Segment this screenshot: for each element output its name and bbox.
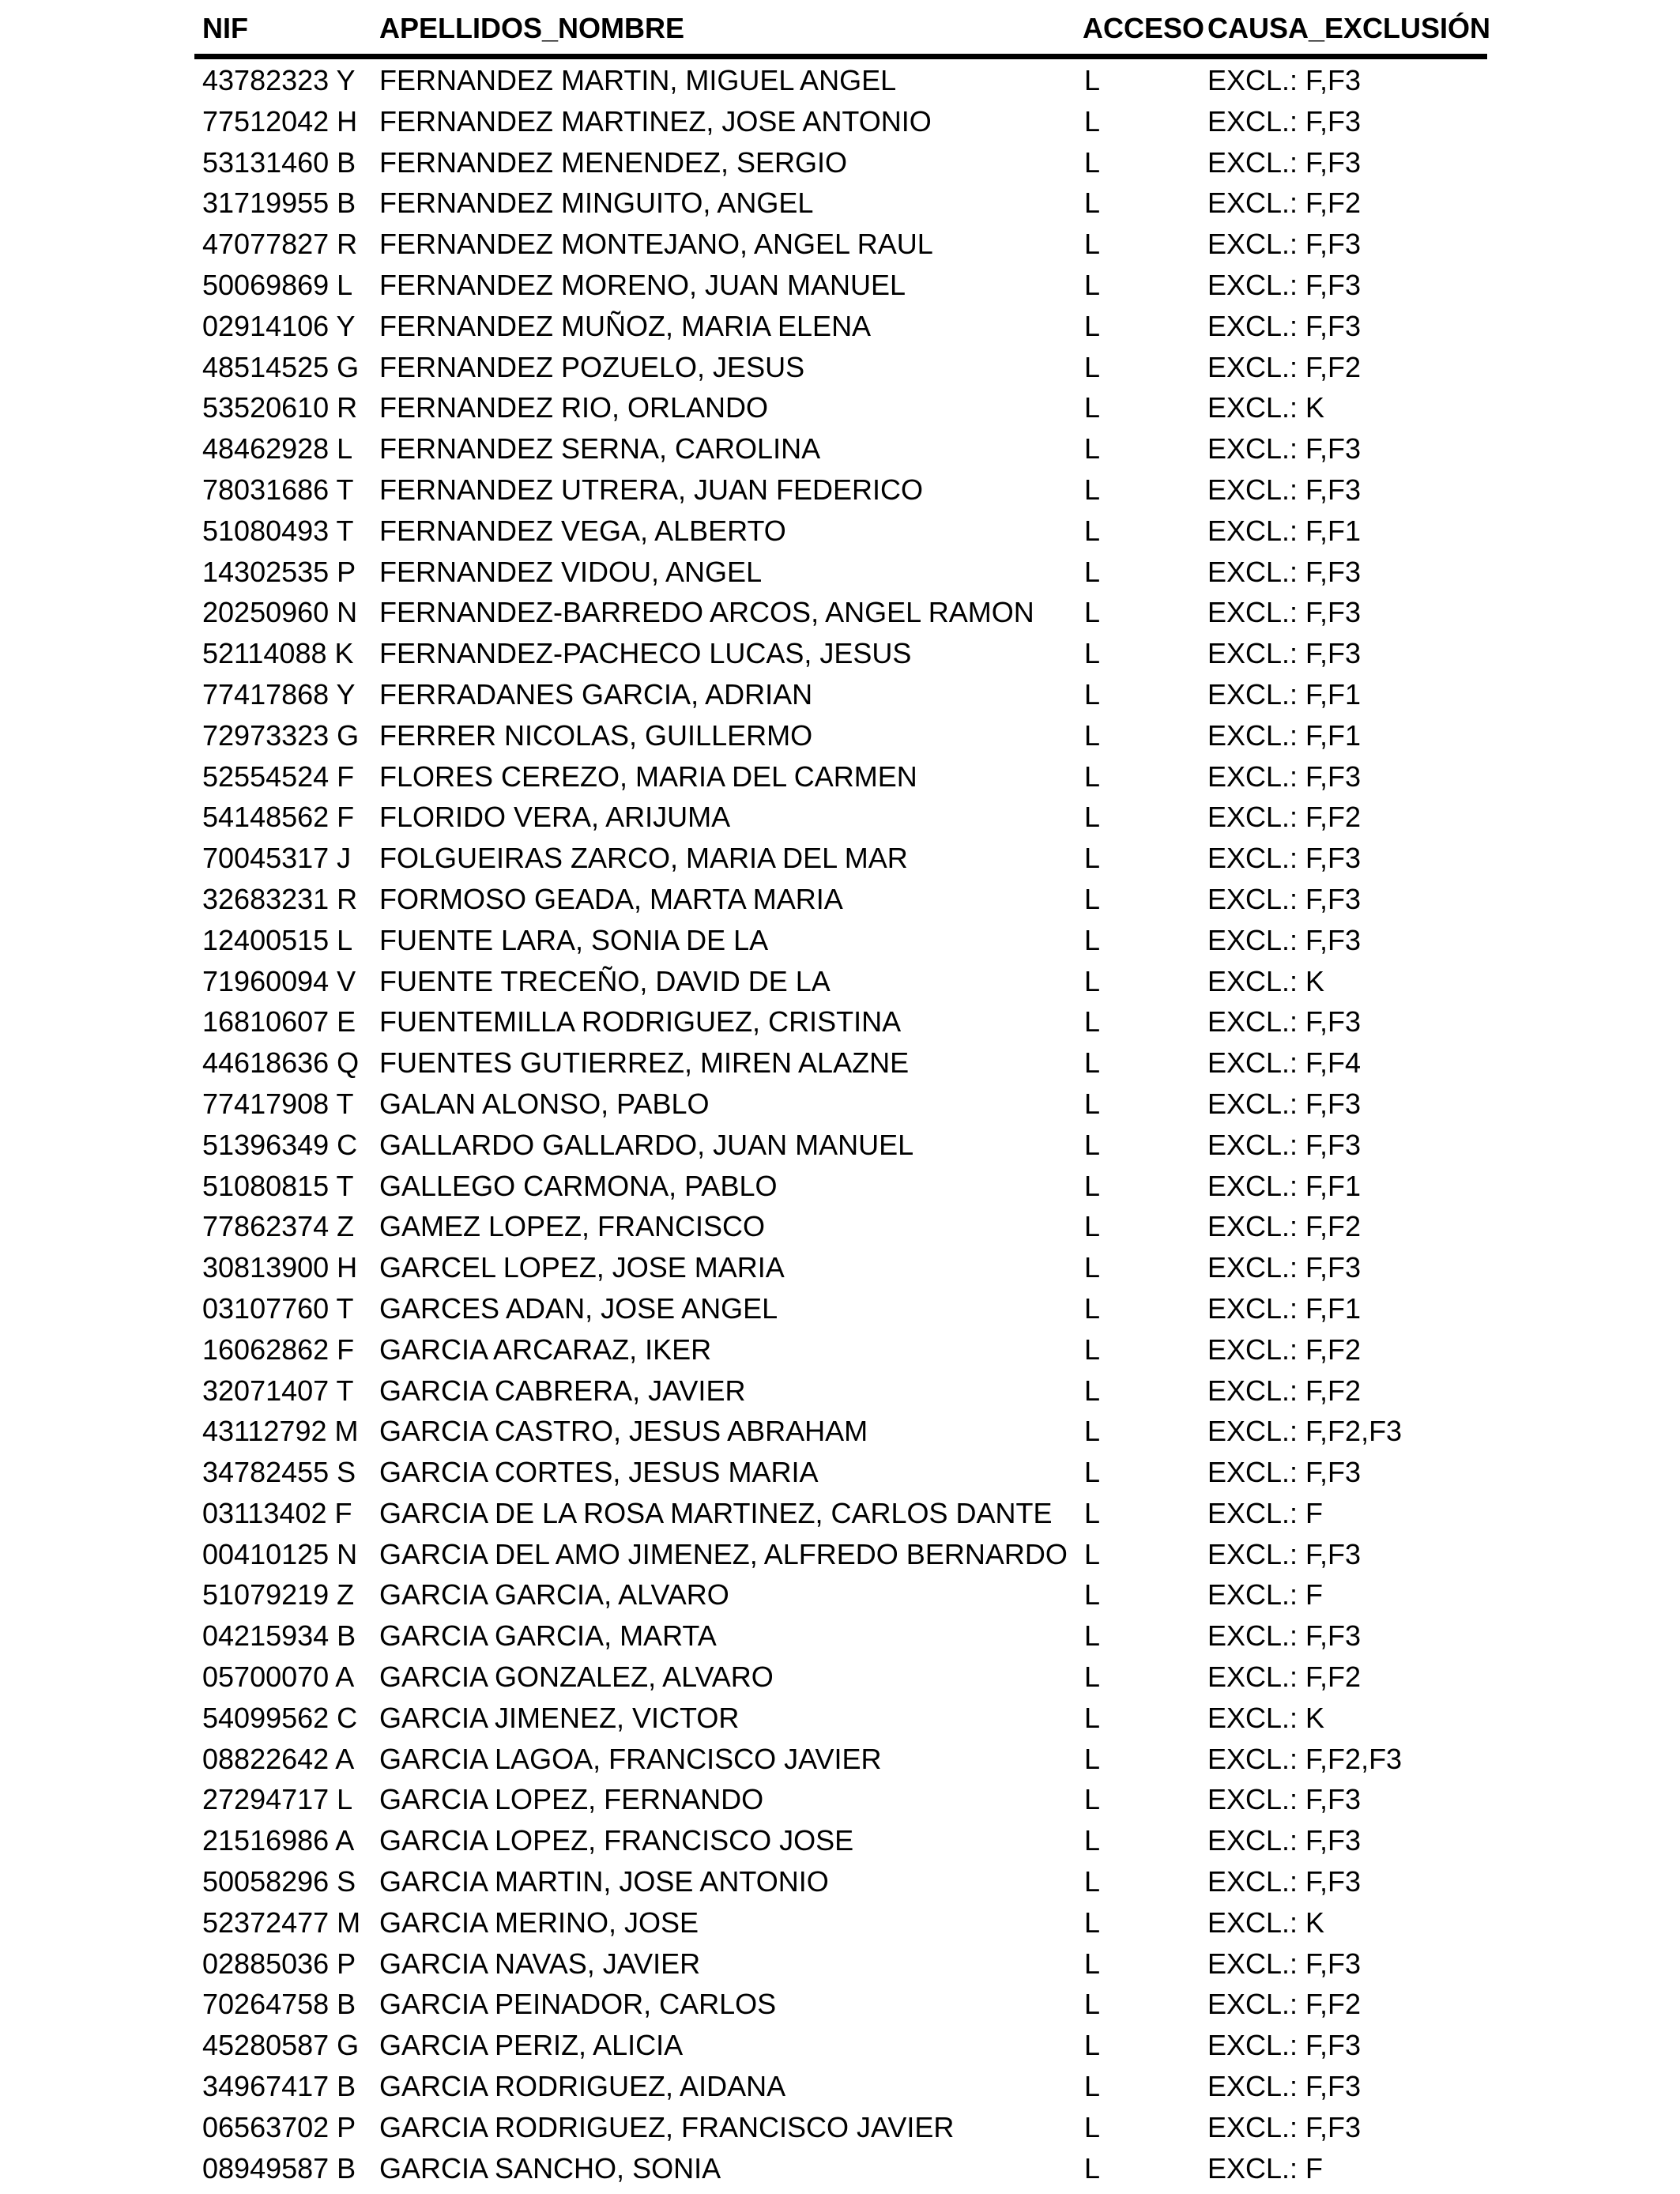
cell-causa-exclusion: EXCL.: F,F4 (1207, 1046, 1362, 1080)
cell-acceso: L (1084, 1210, 1101, 1243)
cell-acceso: L (1084, 1087, 1101, 1120)
cell-apellidos-nombre: GALLEGO CARMONA, PABLO (379, 1169, 778, 1202)
cell-causa-exclusion: EXCL.: F,F2 (1207, 801, 1362, 834)
table-row (194, 141, 1487, 183)
table-row (194, 1083, 1487, 1124)
cell-causa-exclusion: EXCL.: F,F2,F3 (1207, 1742, 1403, 1775)
cell-apellidos-nombre: GALLARDO GALLARDO, JUAN MANUEL (379, 1128, 914, 1161)
table-row (194, 510, 1487, 551)
cell-nif: 50069869 L (202, 268, 353, 301)
cell-acceso: L (1084, 391, 1101, 424)
cell-causa-exclusion: EXCL.: F,F3 (1207, 1251, 1362, 1284)
table-row (194, 2024, 1487, 2065)
cell-apellidos-nombre: FERNANDEZ VEGA, ALBERTO (379, 514, 786, 547)
cell-causa-exclusion: EXCL.: F,F3 (1207, 1456, 1362, 1489)
table-row (194, 1860, 1487, 1902)
table-row (194, 714, 1487, 756)
cell-nif: 16810607 E (202, 1005, 356, 1039)
cell-causa-exclusion: EXCL.: F,F3 (1207, 145, 1362, 179)
cell-apellidos-nombre: GARCIA LOPEZ, FRANCISCO JOSE (379, 1824, 854, 1857)
cell-apellidos-nombre: GAMEZ LOPEZ, FRANCISCO (379, 1210, 766, 1243)
table-row (194, 59, 1487, 100)
cell-causa-exclusion: EXCL.: F,F2 (1207, 187, 1362, 220)
cell-acceso: L (1084, 1742, 1101, 1775)
cell-nif: 32683231 R (202, 882, 358, 915)
cell-nif: 27294717 L (202, 1783, 353, 1816)
table-row (194, 182, 1487, 223)
cell-acceso: L (1084, 1537, 1101, 1570)
cell-causa-exclusion: EXCL.: F,F3 (1207, 1005, 1362, 1039)
cell-nif: 08822642 A (202, 1742, 355, 1775)
table-row (194, 1246, 1487, 1287)
cell-causa-exclusion: EXCL.: F,F3 (1207, 473, 1362, 506)
cell-nif: 52554524 F (202, 760, 355, 793)
cell-apellidos-nombre: FERNANDEZ MENENDEZ, SERGIO (379, 145, 848, 179)
cell-apellidos-nombre: FUENTE TRECEÑO, DAVID DE LA (379, 964, 831, 997)
cell-causa-exclusion: EXCL.: F,F3 (1207, 228, 1362, 261)
cell-apellidos-nombre: FERNANDEZ RIO, ORLANDO (379, 391, 769, 424)
table-row (194, 1902, 1487, 1943)
table-row (194, 2106, 1487, 2147)
cell-apellidos-nombre: GARCIA LAGOA, FRANCISCO JAVIER (379, 1742, 882, 1775)
cell-apellidos-nombre: FUENTEMILLA RODRIGUEZ, CRISTINA (379, 1005, 902, 1039)
table-row (194, 1656, 1487, 1697)
table-row (194, 2147, 1487, 2188)
cell-apellidos-nombre: FUENTES GUTIERREZ, MIREN ALAZNE (379, 1046, 910, 1080)
cell-apellidos-nombre: GARCIA CASTRO, JESUS ABRAHAM (379, 1415, 868, 1448)
cell-nif: 03107760 T (202, 1291, 354, 1325)
cell-acceso: L (1084, 1456, 1101, 1489)
table-row (194, 837, 1487, 878)
cell-apellidos-nombre: GARCIA GARCIA, MARTA (379, 1619, 717, 1653)
cell-causa-exclusion: EXCL.: F,F2 (1207, 1661, 1362, 1694)
table-row (194, 756, 1487, 797)
cell-acceso: L (1084, 432, 1101, 466)
table-row (194, 796, 1487, 837)
cell-causa-exclusion: EXCL.: F,F3 (1207, 596, 1362, 629)
table-row (194, 1615, 1487, 1656)
cell-nif: 43112792 M (202, 1415, 359, 1448)
cell-acceso: L (1084, 145, 1101, 179)
cell-nif: 78031686 T (202, 473, 354, 506)
cell-acceso: L (1084, 1906, 1101, 1939)
table-row (194, 591, 1487, 632)
cell-nif: 08949587 B (202, 2151, 356, 2185)
cell-apellidos-nombre: FERNANDEZ-BARREDO ARCOS, ANGEL RAMON (379, 596, 1034, 629)
cell-acceso: L (1084, 1824, 1101, 1857)
cell-acceso: L (1084, 228, 1101, 261)
table-row (194, 469, 1487, 510)
cell-causa-exclusion: EXCL.: F,F2,F3 (1207, 1415, 1403, 1448)
cell-causa-exclusion: EXCL.: F,F3 (1207, 842, 1362, 875)
cell-nif: 03113402 F (202, 1496, 352, 1529)
cell-apellidos-nombre: GALAN ALONSO, PABLO (379, 1087, 710, 1120)
cell-causa-exclusion: EXCL.: F (1207, 1496, 1324, 1529)
cell-acceso: L (1084, 718, 1101, 752)
cell-causa-exclusion: EXCL.: F,F3 (1207, 882, 1362, 915)
cell-nif: 52114088 K (202, 637, 354, 670)
table-row (194, 1492, 1487, 1533)
cell-nif: 45280587 G (202, 2029, 360, 2062)
cell-acceso: L (1084, 2110, 1101, 2143)
table-row (194, 1738, 1487, 1779)
cell-nif: 05700070 A (202, 1661, 355, 1694)
table-header (194, 0, 1491, 59)
cell-nif: 02885036 P (202, 1947, 356, 1980)
table-row (194, 2065, 1487, 2106)
table-row (194, 223, 1487, 264)
cell-apellidos-nombre: GARCIA SANCHO, SONIA (379, 2151, 721, 2185)
cell-acceso: L (1084, 350, 1101, 383)
table-row (194, 264, 1487, 305)
cell-apellidos-nombre: GARCIA PEINADOR, CARLOS (379, 1988, 777, 2021)
cell-nif: 30813900 H (202, 1251, 358, 1284)
exclusion-table (194, 0, 1491, 2188)
cell-nif: 48462928 L (202, 432, 353, 466)
cell-causa-exclusion: EXCL.: F,F3 (1207, 1783, 1362, 1816)
table-row (194, 1329, 1487, 1370)
cell-apellidos-nombre: FERNANDEZ MUÑOZ, MARIA ELENA (379, 309, 872, 342)
cell-acceso: L (1084, 964, 1101, 997)
cell-nif: 34782455 S (202, 1456, 356, 1489)
cell-nif: 51080815 T (202, 1169, 354, 1202)
cell-acceso: L (1084, 1333, 1101, 1366)
table-row (194, 919, 1487, 960)
cell-apellidos-nombre: GARCIA MERINO, JOSE (379, 1906, 699, 1939)
cell-causa-exclusion: EXCL.: F,F3 (1207, 1947, 1362, 1980)
cell-nif: 12400515 L (202, 923, 353, 956)
table-row (194, 1287, 1487, 1329)
cell-acceso: L (1084, 268, 1101, 301)
cell-nif: 32071407 T (202, 1374, 354, 1407)
cell-acceso: L (1084, 842, 1101, 875)
table-row (194, 346, 1487, 387)
cell-causa-exclusion: EXCL.: F,F1 (1207, 1169, 1362, 1202)
table-row (194, 1124, 1487, 1165)
cell-nif: 34967417 B (202, 2070, 356, 2103)
table-row (194, 1533, 1487, 1574)
cell-acceso: L (1084, 1661, 1101, 1694)
cell-acceso: L (1084, 1046, 1101, 1080)
cell-acceso: L (1084, 923, 1101, 956)
cell-apellidos-nombre: FERNANDEZ MORENO, JUAN MANUEL (379, 268, 906, 301)
cell-nif: 71960094 V (202, 964, 356, 997)
cell-acceso: L (1084, 1128, 1101, 1161)
cell-causa-exclusion: EXCL.: K (1207, 1906, 1325, 1939)
cell-apellidos-nombre: FERNANDEZ VIDOU, ANGEL (379, 555, 763, 588)
cell-nif: 77512042 H (202, 104, 358, 138)
cell-nif: 54148562 F (202, 801, 355, 834)
cell-nif: 47077827 R (202, 228, 358, 261)
header-nif: NIF (202, 12, 248, 44)
cell-nif: 53520610 R (202, 391, 358, 424)
cell-nif: 16062862 F (202, 1333, 355, 1366)
cell-apellidos-nombre: GARCIA MARTIN, JOSE ANTONIO (379, 1865, 829, 1898)
cell-causa-exclusion: EXCL.: F,F2 (1207, 1210, 1362, 1243)
table-row (194, 673, 1487, 714)
cell-acceso: L (1084, 2029, 1101, 2062)
cell-causa-exclusion: EXCL.: F,F3 (1207, 104, 1362, 138)
cell-acceso: L (1084, 1374, 1101, 1407)
cell-nif: 52372477 M (202, 1906, 361, 1939)
cell-apellidos-nombre: FERRER NICOLAS, GUILLERMO (379, 718, 813, 752)
cell-apellidos-nombre: FORMOSO GEADA, MARTA MARIA (379, 882, 843, 915)
cell-acceso: L (1084, 1783, 1101, 1816)
table-row (194, 1042, 1487, 1083)
cell-apellidos-nombre: FOLGUEIRAS ZARCO, MARIA DEL MAR (379, 842, 908, 875)
cell-nif: 20250960 N (202, 596, 358, 629)
cell-causa-exclusion: EXCL.: F,F3 (1207, 309, 1362, 342)
cell-nif: 04215934 B (202, 1619, 356, 1653)
cell-causa-exclusion: EXCL.: F,F1 (1207, 677, 1362, 711)
cell-apellidos-nombre: FLORIDO VERA, ARIJUMA (379, 801, 731, 834)
table-row (194, 1205, 1487, 1246)
cell-apellidos-nombre: FUENTE LARA, SONIA DE LA (379, 923, 769, 956)
cell-nif: 77417908 T (202, 1087, 354, 1120)
cell-causa-exclusion: EXCL.: F,F1 (1207, 514, 1362, 547)
cell-causa-exclusion: EXCL.: F (1207, 1578, 1324, 1612)
cell-apellidos-nombre: GARCIA CORTES, JESUS MARIA (379, 1456, 819, 1489)
cell-nif: 77417868 Y (202, 677, 356, 711)
cell-causa-exclusion: EXCL.: F,F3 (1207, 268, 1362, 301)
table-row (194, 100, 1487, 141)
cell-apellidos-nombre: FERNANDEZ MINGUITO, ANGEL (379, 187, 814, 220)
cell-acceso: L (1084, 1578, 1101, 1612)
cell-apellidos-nombre: FERRADANES GARCIA, ADRIAN (379, 677, 813, 711)
table-row (194, 1943, 1487, 1984)
cell-nif: 02914106 Y (202, 309, 356, 342)
cell-nif: 48514525 G (202, 350, 360, 383)
cell-acceso: L (1084, 1496, 1101, 1529)
cell-acceso: L (1084, 473, 1101, 506)
table-row (194, 632, 1487, 673)
cell-nif: 44618636 Q (202, 1046, 360, 1080)
cell-causa-exclusion: EXCL.: F,F2 (1207, 1374, 1362, 1407)
cell-acceso: L (1084, 596, 1101, 629)
cell-causa-exclusion: EXCL.: F,F3 (1207, 64, 1362, 96)
table-row (194, 960, 1487, 1001)
cell-nif: 53131460 B (202, 145, 356, 179)
cell-apellidos-nombre: GARCIA LOPEZ, FERNANDO (379, 1783, 764, 1816)
cell-apellidos-nombre: FERNANDEZ SERNA, CAROLINA (379, 432, 821, 466)
cell-nif: 51396349 C (202, 1128, 358, 1161)
table-row (194, 1983, 1487, 2024)
cell-causa-exclusion: EXCL.: F,F1 (1207, 718, 1362, 752)
cell-acceso: L (1084, 1005, 1101, 1039)
cell-acceso: L (1084, 2151, 1101, 2185)
cell-acceso: L (1084, 882, 1101, 915)
cell-acceso: L (1084, 187, 1101, 220)
table-body (194, 59, 1487, 2188)
cell-acceso: L (1084, 1251, 1101, 1284)
cell-causa-exclusion: EXCL.: K (1207, 391, 1325, 424)
cell-nif: 14302535 P (202, 555, 356, 588)
cell-apellidos-nombre: FERNANDEZ MARTINEZ, JOSE ANTONIO (379, 104, 932, 138)
cell-causa-exclusion: EXCL.: K (1207, 964, 1325, 997)
cell-causa-exclusion: EXCL.: F,F3 (1207, 555, 1362, 588)
cell-causa-exclusion: EXCL.: F,F3 (1207, 2070, 1362, 2103)
cell-apellidos-nombre: FERNANDEZ UTRERA, JUAN FEDERICO (379, 473, 924, 506)
cell-causa-exclusion: EXCL.: F,F2 (1207, 1988, 1362, 2021)
cell-causa-exclusion: EXCL.: F (1207, 2151, 1324, 2185)
header-apellidos-nombre: APELLIDOS_NOMBRE (379, 12, 685, 44)
cell-acceso: L (1084, 1415, 1101, 1448)
cell-causa-exclusion: EXCL.: F,F3 (1207, 1824, 1362, 1857)
cell-nif: 77862374 Z (202, 1210, 355, 1243)
header-acceso: ACCESO (1083, 12, 1205, 44)
cell-apellidos-nombre: GARCIA CABRERA, JAVIER (379, 1374, 746, 1407)
cell-causa-exclusion: EXCL.: F,F3 (1207, 1619, 1362, 1653)
cell-acceso: L (1084, 637, 1101, 670)
cell-apellidos-nombre: GARCES ADAN, JOSE ANGEL (379, 1291, 778, 1325)
cell-acceso: L (1084, 64, 1101, 96)
cell-nif: 43782323 Y (202, 64, 356, 96)
cell-nif: 31719955 B (202, 187, 356, 220)
cell-acceso: L (1084, 1947, 1101, 1980)
table-row (194, 428, 1487, 469)
table-row (194, 1165, 1487, 1206)
cell-nif: 06563702 P (202, 2110, 356, 2143)
cell-causa-exclusion: EXCL.: F,F3 (1207, 2029, 1362, 2062)
cell-acceso: L (1084, 2070, 1101, 2103)
cell-acceso: L (1084, 555, 1101, 588)
cell-causa-exclusion: EXCL.: F,F3 (1207, 432, 1362, 466)
cell-causa-exclusion: EXCL.: F,F3 (1207, 923, 1362, 956)
cell-apellidos-nombre: FERNANDEZ MARTIN, MIGUEL ANGEL (379, 64, 897, 96)
cell-nif: 72973323 G (202, 718, 360, 752)
cell-acceso: L (1084, 760, 1101, 793)
table-row (194, 1778, 1487, 1819)
cell-apellidos-nombre: GARCIA PERIZ, ALICIA (379, 2029, 684, 2062)
cell-nif: 21516986 A (202, 1824, 355, 1857)
cell-causa-exclusion: EXCL.: F,F3 (1207, 2110, 1362, 2143)
cell-apellidos-nombre: FERNANDEZ MONTEJANO, ANGEL RAUL (379, 228, 933, 261)
cell-nif: 70264758 B (202, 1988, 356, 2021)
table-row (194, 1819, 1487, 1860)
cell-apellidos-nombre: GARCIA GONZALEZ, ALVARO (379, 1661, 774, 1694)
table-row (194, 1451, 1487, 1492)
table-row (194, 1697, 1487, 1738)
cell-acceso: L (1084, 1701, 1101, 1734)
cell-acceso: L (1084, 1169, 1101, 1202)
cell-apellidos-nombre: GARCIA ARCARAZ, IKER (379, 1333, 712, 1366)
cell-nif: 00410125 N (202, 1537, 358, 1570)
cell-nif: 51079219 Z (202, 1578, 355, 1612)
cell-nif: 50058296 S (202, 1865, 356, 1898)
cell-causa-exclusion: EXCL.: F,F3 (1207, 1537, 1362, 1570)
cell-causa-exclusion: EXCL.: F,F3 (1207, 760, 1362, 793)
cell-acceso: L (1084, 514, 1101, 547)
cell-nif: 51080493 T (202, 514, 354, 547)
table-row (194, 1001, 1487, 1042)
cell-causa-exclusion: EXCL.: K (1207, 1701, 1325, 1734)
cell-causa-exclusion: EXCL.: F,F3 (1207, 637, 1362, 670)
cell-acceso: L (1084, 1619, 1101, 1653)
cell-causa-exclusion: EXCL.: F,F3 (1207, 1128, 1362, 1161)
cell-apellidos-nombre: GARCIA JIMENEZ, VICTOR (379, 1701, 740, 1734)
cell-apellidos-nombre: FERNANDEZ-PACHECO LUCAS, JESUS (379, 637, 912, 670)
cell-acceso: L (1084, 1291, 1101, 1325)
cell-apellidos-nombre: GARCIA RODRIGUEZ, FRANCISCO JAVIER (379, 2110, 955, 2143)
cell-causa-exclusion: EXCL.: F,F3 (1207, 1865, 1362, 1898)
cell-acceso: L (1084, 677, 1101, 711)
cell-apellidos-nombre: FERNANDEZ POZUELO, JESUS (379, 350, 805, 383)
cell-causa-exclusion: EXCL.: F,F3 (1207, 1087, 1362, 1120)
cell-apellidos-nombre: GARCIA GARCIA, ALVARO (379, 1578, 729, 1612)
cell-acceso: L (1084, 1988, 1101, 2021)
cell-causa-exclusion: EXCL.: F,F2 (1207, 350, 1362, 383)
table-row (194, 1370, 1487, 1411)
table-row (194, 386, 1487, 428)
cell-apellidos-nombre: GARCIA DEL AMO JIMENEZ, ALFREDO BERNARDO (379, 1537, 1068, 1570)
cell-acceso: L (1084, 1865, 1101, 1898)
cell-apellidos-nombre: FLORES CEREZO, MARIA DEL CARMEN (379, 760, 917, 793)
table-row (194, 1574, 1487, 1615)
cell-apellidos-nombre: GARCIA NAVAS, JAVIER (379, 1947, 701, 1980)
header-causa-exclusion: CAUSA_EXCLUSIÓN (1207, 12, 1491, 44)
cell-acceso: L (1084, 104, 1101, 138)
table-row (194, 551, 1487, 592)
cell-apellidos-nombre: GARCIA RODRIGUEZ, AIDANA (379, 2070, 786, 2103)
cell-nif: 54099562 C (202, 1701, 358, 1734)
cell-causa-exclusion: EXCL.: F,F1 (1207, 1291, 1362, 1325)
table-row (194, 878, 1487, 919)
cell-apellidos-nombre: GARCEL LOPEZ, JOSE MARIA (379, 1251, 785, 1284)
cell-apellidos-nombre: GARCIA DE LA ROSA MARTINEZ, CARLOS DANTE (379, 1496, 1053, 1529)
cell-acceso: L (1084, 309, 1101, 342)
table-row (194, 305, 1487, 346)
cell-causa-exclusion: EXCL.: F,F2 (1207, 1333, 1362, 1366)
cell-acceso: L (1084, 801, 1101, 834)
cell-nif: 70045317 J (202, 842, 352, 875)
table-row (194, 1410, 1487, 1451)
